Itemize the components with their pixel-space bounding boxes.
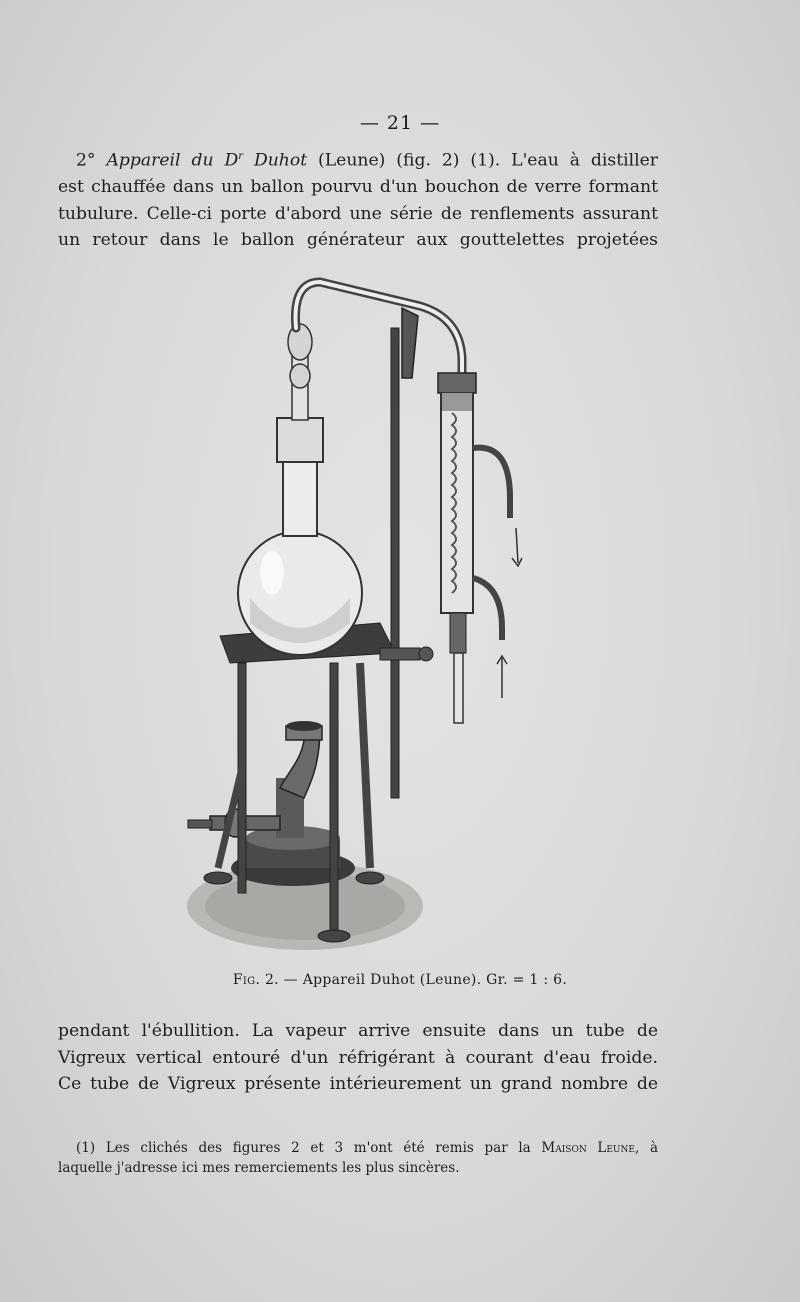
distillation-apparatus-illustration [180, 268, 560, 958]
footnote [58, 1138, 658, 1178]
figure-caption-text: — Appareil Duhot (Leune). Gr. = 1 : 6. [278, 972, 568, 988]
figure-label: Fig. 2. [232, 972, 279, 988]
text-line: pendant l'ébullition. La vapeur arrive ensuite dans un tube de [58, 1021, 658, 1041]
text-line: Vigreux vertical entouré d'un réfrigérant à courant d'eau froide. [58, 1047, 658, 1068]
paragraph-top [58, 144, 658, 254]
apparatus-author: Duhot [243, 150, 308, 171]
footnote-line [58, 1138, 658, 1158]
footnote-line: laquelle j'adresse ici mes remerciements les plus sincères. [58, 1160, 460, 1176]
apparatus-title: Appareil du D [106, 150, 239, 171]
text-fragment: (Leune) (fig. 2) (1). L'eau à distiller [307, 150, 659, 171]
text-fragment: 2° [76, 150, 107, 171]
paragraph-bottom [58, 1018, 658, 1098]
page-number: — 21 — [359, 112, 441, 134]
figure-caption [0, 972, 800, 988]
company-name: Maison Leune [541, 1140, 635, 1156]
text-fragment: (1) Les clichés des figures 2 et 3 m'ont été remis par la [76, 1140, 542, 1156]
text-line: est chauffée dans un ballon pourvu d'un bouchon de verre formant [58, 177, 658, 198]
round-bottom-flask [238, 324, 362, 655]
superscript: r [238, 151, 244, 162]
text-line: un retour dans le ballon générateur aux gouttelettes projetées [58, 230, 658, 251]
text-line: tubulure. Celle-ci porte d'abord une série de renflements assurant [58, 203, 658, 224]
retort-stand-rod [380, 308, 433, 798]
text-line [58, 144, 658, 174]
text-fragment: , à [634, 1140, 659, 1156]
vigreux-condenser [438, 373, 522, 723]
text-line: Ce tube de Vigreux présente intérieurement un grand nombre de [58, 1074, 658, 1094]
